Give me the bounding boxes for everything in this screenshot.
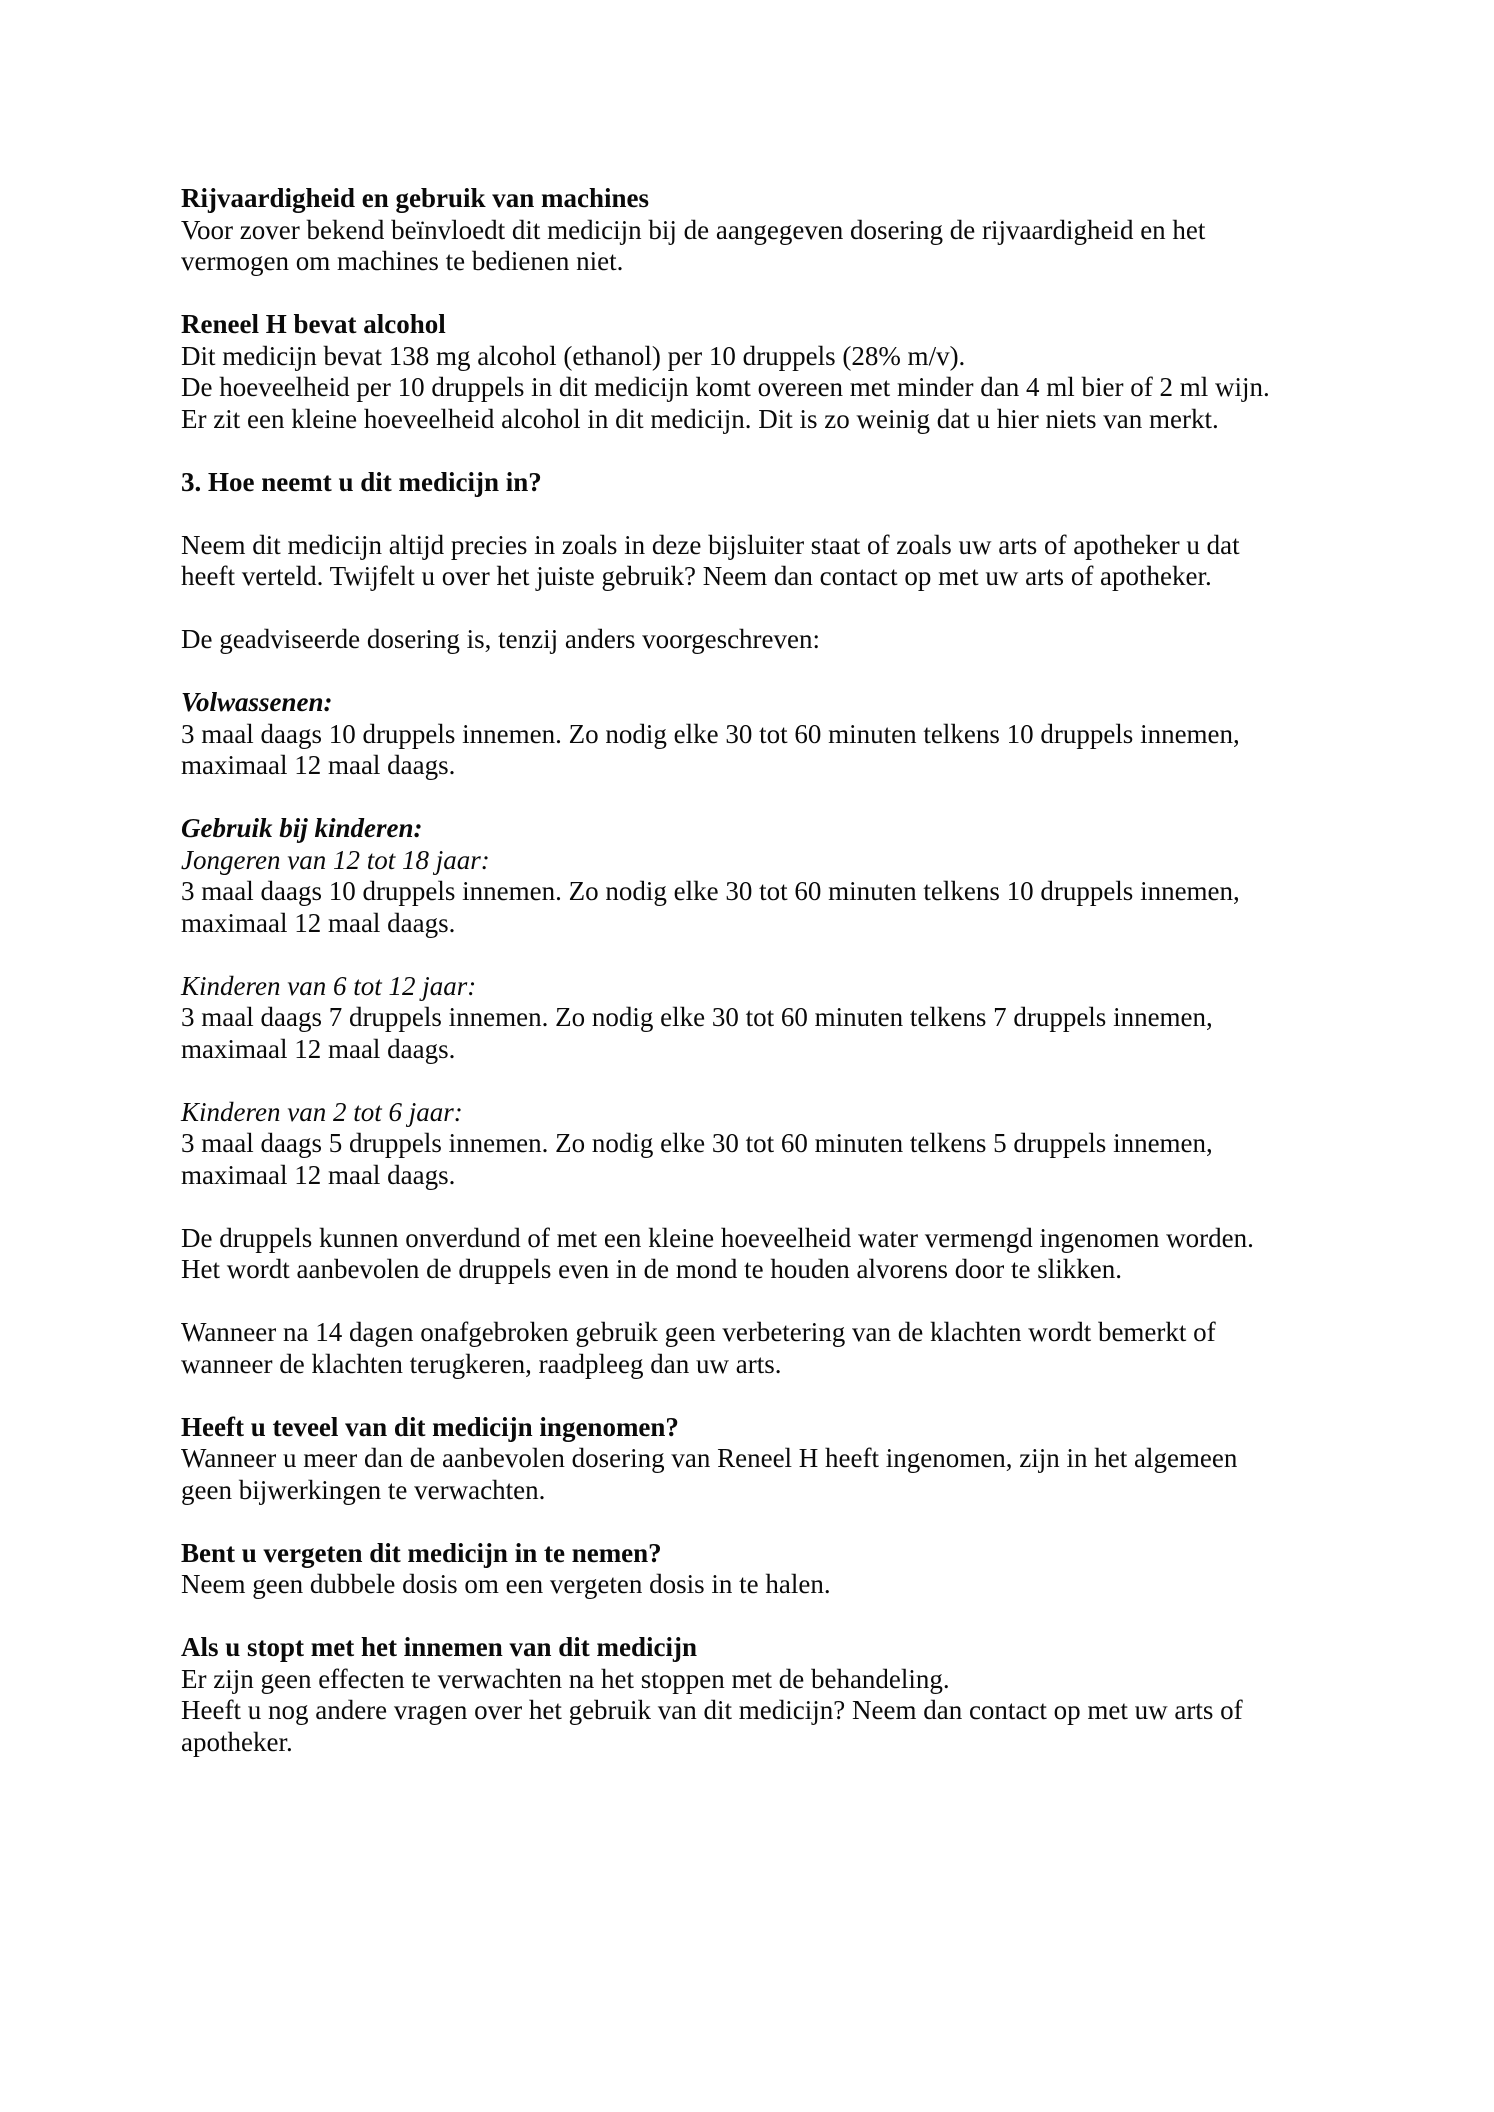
paragraph-block-vergeten-in-te-nemen xyxy=(181,1538,1384,1601)
paragraph-block-druppels-innemen xyxy=(181,1223,1384,1286)
paragraph-block-veertien-dagen xyxy=(181,1317,1384,1380)
body-line: 3 maal daags 10 druppels innemen. Zo nodig elke 30 tot 60 minuten telkens 10 druppels innemen, xyxy=(181,876,1240,906)
body-line: Het wordt aanbevolen de druppels even in de mond te houden alvorens door te slikken. xyxy=(181,1254,1122,1284)
body-line: maximaal 12 maal daags. xyxy=(181,1033,456,1064)
section-heading: Heeft u teveel van dit medicijn ingenomen? xyxy=(181,1411,679,1442)
body-line: maximaal 12 maal daags. xyxy=(181,907,456,938)
body-line: De geadviseerde dosering is, tenzij anders voorgeschreven: xyxy=(181,624,821,654)
body-line: Wanneer na 14 dagen onafgebroken gebruik geen verbetering van de klachten wordt bemerkt of xyxy=(181,1317,1216,1347)
chapter-heading: 3. Hoe neemt u dit medicijn in? xyxy=(181,466,542,497)
body-line: maximaal 12 maal daags. xyxy=(181,1159,456,1190)
section-heading: Reneel H bevat alcohol xyxy=(181,309,446,339)
body-line: apotheker. xyxy=(181,1726,293,1757)
paragraph-block-dosering-intro xyxy=(181,624,1384,656)
paragraph-block-volwassenen xyxy=(181,687,1384,782)
body-line: De druppels kunnen onverdund of met een kleine hoeveelheid water vermengd ingenomen worden. xyxy=(181,1222,1254,1253)
body-line: Er zijn geen effecten te verwachten na het stoppen met de behandeling. xyxy=(181,1663,950,1694)
paragraph-block-teveel-ingenomen xyxy=(181,1412,1384,1507)
age-group-label: Kinderen van 6 tot 12 jaar: xyxy=(181,970,477,1001)
paragraph-block-rijvaardigheid xyxy=(181,183,1384,278)
subsection-heading: Volwassenen: xyxy=(181,687,333,717)
body-line: Neem geen dubbele dosis om een vergeten dosis in te halen. xyxy=(181,1569,831,1599)
body-line: maximaal 12 maal daags. xyxy=(181,750,456,780)
body-line: vermogen om machines te bedienen niet. xyxy=(181,246,624,276)
body-line: 3 maal daags 10 druppels innemen. Zo nodig elke 30 tot 60 minuten telkens 10 druppels innemen, xyxy=(181,718,1240,749)
body-line: heeft verteld. Twijfelt u over het juiste gebruik? Neem dan contact op met uw arts of apotheker. xyxy=(181,561,1212,591)
age-group-label: Jongeren van 12 tot 18 jaar: xyxy=(181,844,490,875)
body-line: wanneer de klachten terugkeren, raadpleeg dan uw arts. xyxy=(181,1348,782,1379)
body-line: Neem dit medicijn altijd precies in zoals in deze bijsluiter staat of zoals uw arts of apotheker u dat xyxy=(181,529,1240,560)
section-heading: Bent u vergeten dit medicijn in te nemen? xyxy=(181,1537,662,1568)
leaflet-text-content xyxy=(181,183,1384,1758)
paragraph-block-bevat-alcohol xyxy=(181,309,1384,435)
paragraph-block-stoppen-met-innemen xyxy=(181,1632,1384,1758)
section-heading: Als u stopt met het innemen van dit medicijn xyxy=(181,1632,698,1662)
subsection-heading: Gebruik bij kinderen: xyxy=(181,813,423,843)
paragraph-block-kinderen-6-12 xyxy=(181,971,1384,1066)
body-line: Wanneer u meer dan de aanbevolen dosering van Reneel H heeft ingenomen, zijn in het algemeen xyxy=(181,1443,1238,1473)
age-group-label: Kinderen van 2 tot 6 jaar: xyxy=(181,1096,463,1127)
section-heading: Rijvaardigheid en gebruik van machines xyxy=(181,183,650,213)
paragraph-block-kinderen-2-6 xyxy=(181,1097,1384,1192)
paragraph-block-inname-advies xyxy=(181,530,1384,593)
paragraph-block-hoofdstuk-3 xyxy=(181,467,1384,499)
body-line: Voor zover bekend beïnvloedt dit medicijn bij de aangegeven dosering de rijvaardigheid en het xyxy=(181,214,1206,245)
body-line: Er zit een kleine hoeveelheid alcohol in dit medicijn. Dit is zo weinig dat u hier niets van merkt. xyxy=(181,403,1219,434)
body-line: geen bijwerkingen te verwachten. xyxy=(181,1474,546,1505)
body-line: 3 maal daags 5 druppels innemen. Zo nodig elke 30 tot 60 minuten telkens 5 druppels innemen, xyxy=(181,1128,1213,1158)
body-line: 3 maal daags 7 druppels innemen. Zo nodig elke 30 tot 60 minuten telkens 7 druppels innemen, xyxy=(181,1002,1213,1032)
body-line: De hoeveelheid per 10 druppels in dit medicijn komt overeen met minder dan 4 ml bier of 2 ml wijn. xyxy=(181,372,1270,402)
body-line: Heeft u nog andere vragen over het gebruik van dit medicijn? Neem dan contact op met uw arts of xyxy=(181,1695,1243,1725)
body-line: Dit medicijn bevat 138 mg alcohol (ethanol) per 10 druppels (28% m/v). xyxy=(181,340,966,371)
paragraph-block-kinderen-12-18 xyxy=(181,813,1384,939)
